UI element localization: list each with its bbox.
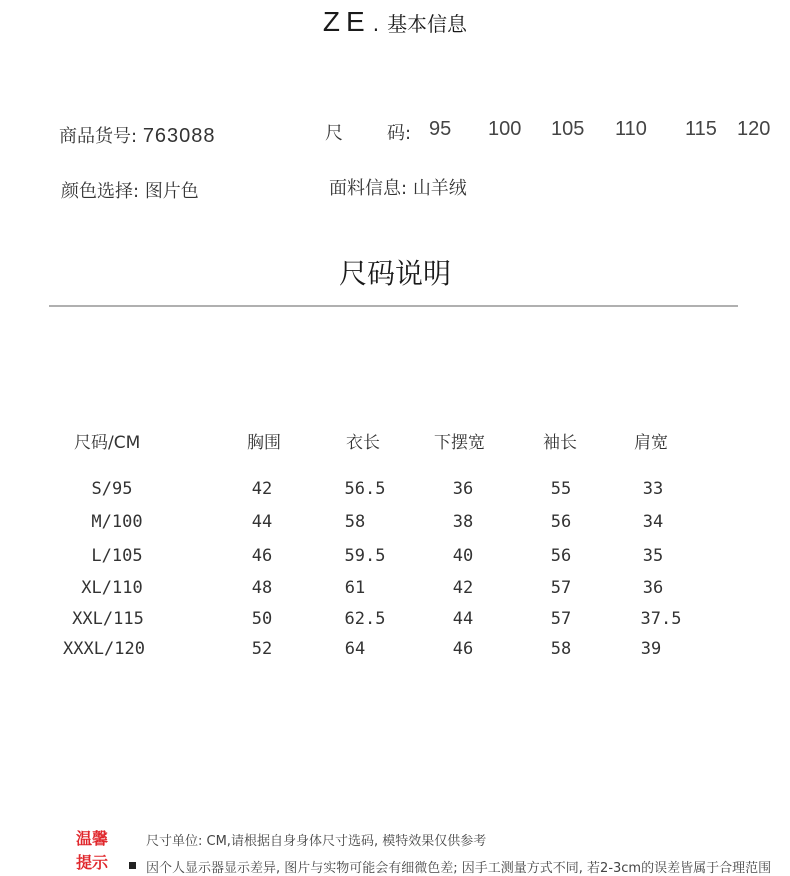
table-cell: XXL/115 bbox=[72, 609, 144, 629]
item-no-row bbox=[59, 122, 216, 148]
table-cell: 48 bbox=[251, 578, 273, 598]
table-cell: 44 bbox=[251, 512, 273, 532]
table-cell: 64 bbox=[344, 639, 366, 659]
header-separator: . bbox=[372, 12, 380, 36]
header-size: 尺码/CM bbox=[74, 433, 141, 453]
size-option: 120 bbox=[737, 118, 771, 140]
notice-line-1: 尺寸单位: CM,请根据自身身体尺寸选码, 模特效果仅供参考 bbox=[146, 834, 487, 849]
table-cell: L/105 bbox=[91, 546, 143, 566]
fabric-label: 面料信息: bbox=[329, 178, 408, 199]
table-cell: 34 bbox=[642, 512, 664, 532]
table-cell: 35 bbox=[642, 546, 664, 566]
header-length: 衣长 bbox=[346, 433, 380, 453]
notice-line-2: 因个人显示器显示差异, 图片与实物可能会有细微色差; 因手工测量方式不同, 若2-3cm的误差皆属于合理范围 bbox=[146, 861, 772, 876]
table-cell: 61 bbox=[344, 578, 366, 598]
brand-name: ZE bbox=[322, 6, 371, 37]
header-hem-width: 下摆宽 bbox=[434, 433, 485, 453]
table-cell: 56.5 bbox=[344, 479, 386, 499]
table-cell: 59.5 bbox=[344, 546, 386, 566]
size-option: 110 bbox=[615, 118, 647, 140]
notice-label bbox=[76, 828, 108, 874]
size-guide-title: 尺码说明 bbox=[338, 257, 451, 290]
table-cell: 44 bbox=[452, 609, 474, 629]
notice-label-line2: 提示 bbox=[76, 853, 109, 872]
table-cell: 62.5 bbox=[344, 609, 386, 629]
header-sleeve: 袖长 bbox=[543, 433, 577, 453]
header-chest: 胸围 bbox=[247, 433, 281, 453]
table-cell: 38 bbox=[452, 512, 474, 532]
table-cell: 33 bbox=[642, 479, 664, 499]
color-row bbox=[61, 177, 199, 203]
table-cell: 57 bbox=[550, 578, 572, 598]
size-row bbox=[325, 119, 411, 145]
table-cell: 56 bbox=[550, 512, 572, 532]
table-cell: 37.5 bbox=[640, 609, 682, 629]
notice-label-line1: 温馨 bbox=[76, 829, 109, 848]
color-label: 颜色选择: bbox=[61, 181, 140, 202]
fabric-value: 山羊绒 bbox=[412, 178, 467, 199]
table-cell: 50 bbox=[251, 609, 273, 629]
table-cell: 36 bbox=[642, 578, 664, 598]
size-label-first: 尺 bbox=[325, 123, 343, 144]
section-divider bbox=[49, 305, 738, 307]
table-cell: 58 bbox=[344, 512, 366, 532]
page-header bbox=[0, 6, 790, 38]
size-option: 115 bbox=[685, 118, 717, 140]
table-cell: XXXL/120 bbox=[63, 639, 145, 659]
table-cell: 42 bbox=[251, 479, 273, 499]
table-cell: 40 bbox=[452, 546, 474, 566]
table-cell: 46 bbox=[251, 546, 273, 566]
fabric-row bbox=[329, 174, 467, 200]
table-cell: 58 bbox=[550, 639, 572, 659]
color-value: 图片色 bbox=[144, 181, 199, 202]
size-option: 100 bbox=[488, 118, 522, 140]
item-no-label: 商品货号: bbox=[59, 126, 138, 147]
size-label-second: 码: bbox=[387, 123, 412, 144]
table-cell: 57 bbox=[550, 609, 572, 629]
size-option: 95 bbox=[429, 118, 452, 140]
table-cell: 56 bbox=[550, 546, 572, 566]
size-option: 105 bbox=[551, 118, 585, 140]
table-cell: XL/110 bbox=[81, 578, 143, 598]
table-cell: 39 bbox=[640, 639, 662, 659]
table-cell: 46 bbox=[452, 639, 474, 659]
item-no-value: 763088 bbox=[142, 125, 216, 147]
table-cell: 55 bbox=[550, 479, 572, 499]
table-cell: 52 bbox=[251, 639, 273, 659]
table-cell: 36 bbox=[452, 479, 474, 499]
table-cell: 42 bbox=[452, 578, 474, 598]
table-cell: S/95 bbox=[91, 479, 133, 499]
table-cell: M/100 bbox=[91, 512, 143, 532]
header-title: 基本信息 bbox=[387, 12, 468, 36]
header-shoulder: 肩宽 bbox=[634, 433, 668, 453]
